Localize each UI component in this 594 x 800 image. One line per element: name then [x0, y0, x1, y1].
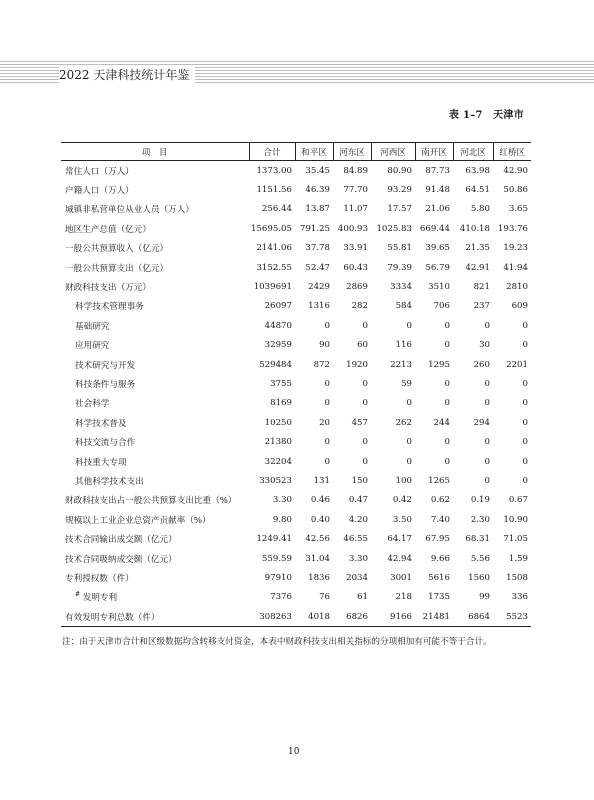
table-cell: 0: [522, 456, 528, 467]
table-cell: 3.65: [508, 204, 528, 215]
table-cell: 26097: [264, 301, 292, 312]
table-cell: 21.35: [465, 243, 490, 254]
table-cell: 193.76: [497, 223, 528, 234]
table-cell: 46.55: [343, 534, 368, 545]
table-cell: 0.42: [392, 495, 412, 506]
table-cell: 17.57: [387, 204, 412, 215]
table-cell: 64.17: [387, 534, 412, 545]
column-header-nankai: 南开区: [415, 143, 453, 161]
statistics-table: [61, 142, 531, 627]
table-cell: 91.48: [425, 185, 450, 196]
table-cell: 3.30: [348, 553, 368, 564]
table-row: [61, 219, 531, 238]
table-label: 表 1–7 天津市: [448, 110, 524, 121]
table-cell: 21380: [264, 437, 292, 448]
row-label-text: 科学技术普及: [75, 418, 127, 429]
table-row: [61, 316, 531, 335]
table-cell: 1560: [468, 572, 490, 583]
table-cell: 35.45: [305, 165, 330, 176]
column-header-hebei: 河北区: [453, 143, 493, 161]
running-title: 2022 天津科技统计年鉴: [59, 66, 195, 83]
column-header-item: 项 目: [61, 143, 249, 161]
row-label-text: 常住人口（万人）: [65, 166, 134, 177]
table-cell: 218: [395, 592, 412, 603]
table-cell: 0.47: [348, 495, 368, 506]
row-label-text: 科技条件与服务: [75, 379, 136, 390]
table-cell: 0: [444, 378, 450, 389]
table-cell: 0: [324, 398, 330, 409]
row-label-text: 财政科技支出（万元）: [65, 283, 151, 294]
table-cell: 5.80: [470, 204, 490, 215]
table-cell: 131: [313, 475, 330, 486]
table-cell: 19.23: [503, 243, 528, 254]
table-cell: 42.90: [503, 165, 528, 176]
table-cell: 0: [444, 340, 450, 351]
table-cell: 30: [479, 340, 490, 351]
table-cell: 3334: [390, 282, 412, 293]
table-cell: 6864: [453, 607, 493, 627]
table-cell: 93.29: [387, 185, 412, 196]
table-cell: 0: [522, 417, 528, 428]
table-cell: 0: [522, 340, 528, 351]
table-cell: 237: [473, 301, 490, 312]
row-label-text: 财政科技支出占一般公共预算支出比重（%）: [65, 496, 237, 507]
table-row: [61, 588, 531, 607]
table-cell: 6826: [333, 607, 371, 627]
table-cell: 64.51: [465, 185, 490, 196]
table-cell: 50.86: [503, 185, 528, 196]
table-cell: 61: [357, 592, 368, 603]
row-label-text: 地区生产总值（亿元）: [65, 224, 151, 235]
table-cell: 80.90: [387, 165, 412, 176]
row-label: [61, 588, 249, 607]
table-cell: 457: [351, 417, 368, 428]
table-cell: 609: [511, 301, 528, 312]
table-row: [61, 355, 531, 374]
row-label-text: 一般公共预算支出（亿元）: [65, 263, 169, 274]
row-label: [61, 161, 249, 181]
table-cell: 0: [484, 320, 490, 331]
row-label: [61, 607, 249, 627]
row-label-text: 科学技术管理事务: [75, 302, 144, 313]
table-cell: 0: [522, 320, 528, 331]
table-cell: 256.44: [261, 204, 292, 215]
table-cell: 1249.41: [256, 534, 292, 545]
table-row: [61, 452, 531, 471]
table-cell: 32204: [264, 456, 292, 467]
table-cell: 55.81: [387, 243, 412, 254]
table-cell: 0: [444, 456, 450, 467]
table-cell: 97910: [264, 572, 292, 583]
table-cell: 0: [484, 398, 490, 409]
table-cell: 2869: [346, 282, 368, 293]
table-cell: 0: [324, 456, 330, 467]
row-label: [61, 374, 249, 393]
table-cell: 0: [406, 437, 412, 448]
table-row: [61, 297, 531, 316]
table-cell: 42.91: [465, 262, 490, 273]
table-cell: 42.94: [387, 553, 412, 564]
table-cell: 1039691: [253, 282, 292, 293]
row-label: [61, 239, 249, 258]
table-cell: 32959: [264, 340, 292, 351]
table-cell: 3.50: [392, 514, 412, 525]
table-cell: 0.46: [310, 495, 330, 506]
table-cell: 821: [473, 282, 490, 293]
row-label-text: 规模以上工业企业总资产贡献率（%）: [65, 515, 211, 526]
table-cell: 99: [479, 592, 490, 603]
table-cell: 116: [395, 340, 412, 351]
table-cell: 76: [319, 592, 330, 603]
table-cell: 2141.06: [256, 243, 292, 254]
table-cell: 9.66: [430, 553, 450, 564]
table-cell: 0: [362, 320, 368, 331]
row-label: [61, 549, 249, 568]
table-row: [61, 258, 531, 277]
table-cell: 0: [444, 320, 450, 331]
table-row: [61, 432, 531, 451]
table-cell: 0: [484, 456, 490, 467]
table-cell: 1025.83: [376, 223, 412, 234]
row-label-text: 其他科学技术支出: [75, 476, 144, 487]
row-label-text: 有效发明专利总数（件）: [65, 612, 160, 623]
table-cell: 0: [324, 378, 330, 389]
row-label: [61, 452, 249, 471]
table-cell: 21.06: [425, 204, 450, 215]
table-cell: 2429: [308, 282, 330, 293]
table-cell: 0: [444, 437, 450, 448]
table-row: [61, 161, 531, 181]
table-cell: 13.87: [305, 204, 330, 215]
table-cell: 2034: [346, 572, 368, 583]
table-row: [61, 239, 531, 258]
table-row: [61, 277, 531, 296]
table-cell: 10250: [264, 417, 292, 428]
table-row: [61, 549, 531, 568]
table-cell: 1373.00: [256, 165, 292, 176]
table-cell: 150: [351, 475, 368, 486]
table-cell: 0.40: [310, 514, 330, 525]
table-cell: 294: [473, 417, 490, 428]
table-cell: 1151.56: [256, 185, 292, 196]
table-cell: 3.30: [272, 495, 292, 506]
table-cell: 4018: [295, 607, 333, 627]
table-cell: 33.91: [343, 243, 368, 254]
table-cell: 0: [522, 398, 528, 409]
row-label: [61, 471, 249, 490]
table-row: [61, 394, 531, 413]
table-row: [61, 413, 531, 432]
table-cell: 90: [319, 340, 330, 351]
table-cell: 2810: [506, 282, 528, 293]
table-cell: 41.94: [503, 262, 528, 273]
row-label: [61, 336, 249, 355]
table-cell: 706: [433, 301, 450, 312]
table-cell: 400.93: [337, 223, 368, 234]
table-row: [61, 607, 531, 627]
table-row: [61, 510, 531, 529]
table-row: [61, 336, 531, 355]
row-label: [61, 297, 249, 316]
table-cell: 1316: [308, 301, 330, 312]
table-cell: 791.25: [299, 223, 330, 234]
table-cell: 68.31: [465, 534, 490, 545]
column-header-hedong: 河东区: [333, 143, 371, 161]
column-header-hongqiao: 红桥区: [493, 143, 531, 161]
table-cell: 60: [357, 340, 368, 351]
table-row: [61, 529, 531, 548]
table-cell: 100: [395, 475, 412, 486]
table-cell: 10.90: [503, 514, 528, 525]
row-label: [61, 394, 249, 413]
row-label-text: 社会科学: [75, 399, 110, 410]
row-label-text: 科技交流与合作: [75, 438, 136, 449]
table-cell: 37.78: [305, 243, 330, 254]
table-cell: 559.59: [261, 553, 292, 564]
table-cell: 0: [362, 378, 368, 389]
table-cell: 77.70: [343, 185, 368, 196]
table-cell: 262: [395, 417, 412, 428]
table-cell: 0: [484, 378, 490, 389]
table-cell: 0: [362, 437, 368, 448]
table-cell: 31.04: [305, 553, 330, 564]
table-cell: 330523: [259, 475, 292, 486]
table-row: [61, 374, 531, 393]
table-cell: 0: [406, 398, 412, 409]
row-label-text: 技术合同吸纳成交额（亿元）: [65, 554, 177, 565]
table-cell: 0: [444, 398, 450, 409]
table-cell: 244: [433, 417, 450, 428]
table-cell: 0: [362, 398, 368, 409]
table-cell: 21481: [415, 607, 453, 627]
table-cell: 0.62: [430, 495, 450, 506]
table-row: [61, 568, 531, 587]
table-cell: 67.95: [425, 534, 450, 545]
row-label: [61, 432, 249, 451]
column-header-heping: 和平区: [295, 143, 333, 161]
row-label: [61, 180, 249, 199]
table-cell: 87.73: [425, 165, 450, 176]
table-cell: 9.80: [272, 514, 292, 525]
table-cell: 5616: [428, 572, 450, 583]
table-row: [61, 471, 531, 490]
table-cell: 308263: [249, 607, 295, 627]
table-cell: 42.56: [305, 534, 330, 545]
table-row: [61, 180, 531, 199]
table-cell: 0: [522, 475, 528, 486]
table-cell: 11.07: [343, 204, 368, 215]
table-cell: 0: [362, 456, 368, 467]
row-label-text: 户籍人口（万人）: [65, 186, 134, 197]
page-number: 10: [288, 747, 300, 757]
table-cell: 2201: [506, 359, 528, 370]
table-cell: 5523: [493, 607, 531, 627]
table-cell: 1.59: [508, 553, 528, 564]
table-cell: 71.05: [503, 534, 528, 545]
row-label-text: 发明专利: [82, 593, 118, 604]
table-cell: 56.79: [425, 262, 450, 273]
row-label-text: 基础研究: [75, 321, 110, 332]
table-cell: 52.47: [305, 262, 330, 273]
row-label: [61, 200, 249, 219]
table-cell: 1508: [506, 572, 528, 583]
table-cell: 529484: [259, 359, 292, 370]
table-cell: 1265: [428, 475, 450, 486]
table-cell: 8169: [270, 398, 292, 409]
row-label-text: 技术合同输出成交额（亿元）: [65, 535, 177, 546]
table-cell: 20: [319, 417, 330, 428]
table-cell: 3755: [270, 378, 292, 389]
table-header-row: [61, 143, 531, 161]
table-cell: 0: [484, 475, 490, 486]
row-label-text: 科技重大专项: [75, 457, 127, 468]
table-cell: 336: [511, 592, 528, 603]
table-cell: 3510: [428, 282, 450, 293]
table-cell: 3152.55: [256, 262, 292, 273]
table-cell: 1836: [308, 572, 330, 583]
table-cell: 0.19: [470, 495, 490, 506]
table-cell: 79.39: [387, 262, 412, 273]
table-cell: 59: [401, 378, 412, 389]
row-label: [61, 510, 249, 529]
row-label-text: 专利授权数（件）: [65, 573, 134, 584]
table-cell: 0.67: [508, 495, 528, 506]
row-label: [61, 355, 249, 374]
row-label-text: 应用研究: [75, 341, 110, 352]
row-label: [61, 219, 249, 238]
table-cell: 260: [473, 359, 490, 370]
table-cell: 84.89: [343, 165, 368, 176]
table-cell: 63.98: [465, 165, 490, 176]
table-note: 注：由于天津市合计和区级数据均含转移支付资金，本表中财政科技支出相关指标的分项相加有可能不等于合计。: [62, 637, 492, 647]
row-label-marker: #: [75, 591, 81, 599]
row-label-text: 技术研究与开发: [75, 360, 136, 371]
table-cell: 7.40: [430, 514, 450, 525]
table-cell: 410.18: [459, 223, 490, 234]
table-cell: 46.39: [305, 185, 330, 196]
table-cell: 0: [324, 320, 330, 331]
table-cell: 44870: [264, 320, 292, 331]
row-label: [61, 316, 249, 335]
table-body: [61, 161, 531, 627]
table-cell: 0: [406, 320, 412, 331]
table-cell: 1735: [428, 592, 450, 603]
table-cell: 7376: [270, 592, 292, 603]
table-row: [61, 200, 531, 219]
table-cell: 0: [484, 437, 490, 448]
table-cell: 39.65: [425, 243, 450, 254]
table-cell: 60.43: [343, 262, 368, 273]
table-cell: 3001: [390, 572, 412, 583]
table-cell: 1920: [346, 359, 368, 370]
table-cell: 872: [313, 359, 330, 370]
row-label: [61, 258, 249, 277]
table-cell: 0: [522, 378, 528, 389]
table-cell: 282: [351, 301, 368, 312]
row-label: [61, 568, 249, 587]
row-label: [61, 529, 249, 548]
row-label: [61, 491, 249, 510]
column-header-hexi: 河西区: [371, 143, 415, 161]
column-header-total: 合计: [249, 143, 295, 161]
table-cell: 5.56: [470, 553, 490, 564]
table-cell: 584: [395, 301, 412, 312]
table-cell: 2213: [390, 359, 412, 370]
row-label-text: 一般公共预算收入（亿元）: [65, 244, 169, 255]
table-cell: 669.44: [419, 223, 450, 234]
row-label-text: 城镇非私营单位从业人员（万人）: [65, 205, 194, 216]
table-cell: 0: [522, 437, 528, 448]
table-cell: 0: [406, 456, 412, 467]
row-label: [61, 413, 249, 432]
row-label: [61, 277, 249, 296]
table-cell: 1295: [428, 359, 450, 370]
table-cell: 4.20: [348, 514, 368, 525]
table-cell: 0: [324, 437, 330, 448]
table-row: [61, 491, 531, 510]
table-cell: 9166: [371, 607, 415, 627]
table-cell: 15695.05: [250, 223, 292, 234]
table-cell: 2.30: [470, 514, 490, 525]
